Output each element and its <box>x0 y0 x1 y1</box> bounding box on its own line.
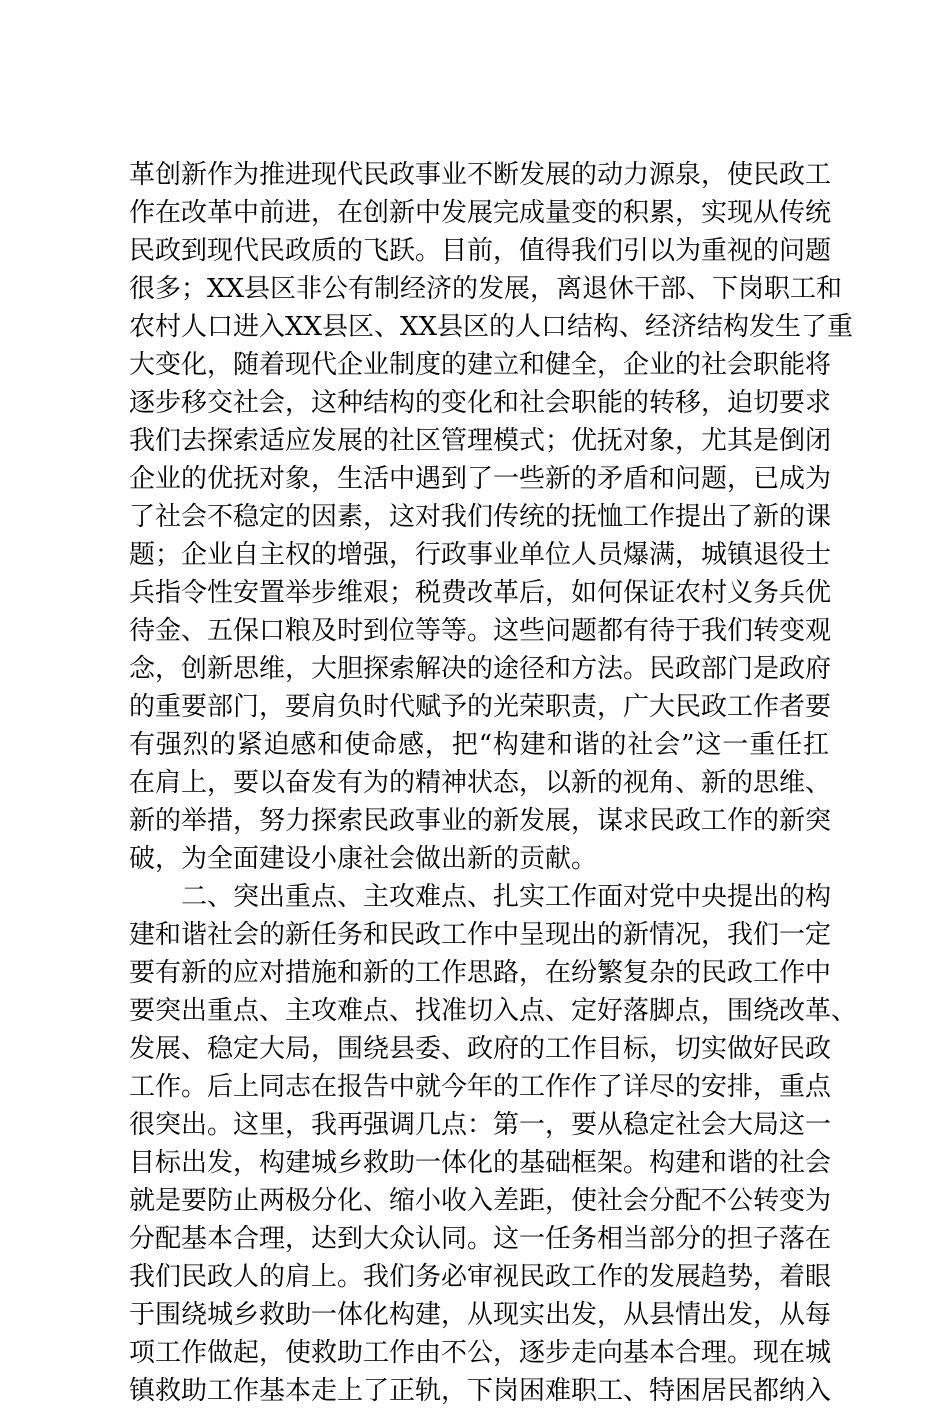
text-line: 镇救助工作基本走上了正轨，下岗困难职工、特困居民都纳入 <box>129 1376 832 1406</box>
text-line: 农村人口进入XX县区、XX县区的人口结构、经济结构发生了重 <box>129 312 854 342</box>
text-line: 于围绕城乡救助一体化构建，从现实出发，从县情出发，从每 <box>129 1300 832 1330</box>
paragraph-1 <box>129 156 854 878</box>
text-line: 企业的优抚对象，生活中遇到了一些新的矛盾和问题，已成为 <box>129 464 832 494</box>
text-line: 在肩上，要以奋发有为的精神状态，以新的视角、新的思维、 <box>129 768 832 798</box>
text-line: 民政到现代民政质的飞跃。目前，值得我们引以为重视的问题 <box>129 236 832 266</box>
document-body <box>129 156 858 1410</box>
paragraph-2 <box>129 878 858 1410</box>
text-line: 兵指令性安置举步维艰；税费改革后，如何保证农村义务兵优 <box>129 578 832 608</box>
text-line: 要有新的应对措施和新的工作思路，在纷繁复杂的民政工作中 <box>129 958 832 988</box>
text-line: 逐步移交社会，这种结构的变化和社会职能的转移，迫切要求 <box>129 388 832 418</box>
text-line: 革创新作为推进现代民政事业不断发展的动力源泉，使民政工 <box>129 160 832 190</box>
text-line: 我们去探索适应发展的社区管理模式；优抚对象，尤其是倒闭 <box>129 426 832 456</box>
text-line: 很突出。这里，我再强调几点：第一，要从稳定社会大局这一 <box>129 1110 832 1140</box>
text-line: 目标出发，构建城乡救助一体化的基础框架。构建和谐的社会 <box>129 1148 832 1178</box>
text-line: 工作。后上同志在报告中就今年的工作作了详尽的安排，重点 <box>129 1072 832 1102</box>
text-line: 念，创新思维，大胆探索解决的途径和方法。民政部门是政府 <box>129 654 832 684</box>
text-line: 破，为全面建设小康社会做出新的贡献。 <box>129 844 598 874</box>
text-line: 就是要防止两极分化、缩小收入差距，使社会分配不公转变为 <box>129 1186 832 1216</box>
text-line: 很多；XX县区非公有制经济的发展，离退休干部、下岗职工和 <box>129 274 843 304</box>
text-line: 题；企业自主权的增强，行政事业单位人员爆满，城镇退役士 <box>129 540 832 570</box>
text-line: 待金、五保口粮及时到位等等。这些问题都有待于我们转变观 <box>129 616 832 646</box>
text-line: 新的举措，努力探索民政事业的新发展，谋求民政工作的新突 <box>129 806 832 836</box>
text-line: 作在改革中前进，在创新中发展完成量变的积累，实现从传统 <box>129 198 832 228</box>
text-line: 有强烈的紧迫感和使命感，把“构建和谐的社会”这一重任扛 <box>129 730 829 760</box>
text-line: 建和谐社会的新任务和民政工作中呈现出的新情况，我们一定 <box>129 920 832 950</box>
text-line: 二、突出重点、主攻难点、扎实工作面对党中央提出的构 <box>181 882 832 912</box>
text-line: 要突出重点、主攻难点、找准切入点、定好落脚点，围绕改革、 <box>129 996 858 1026</box>
text-line: 项工作做起，使救助工作由不公，逐步走向基本合理。现在城 <box>129 1338 832 1368</box>
text-line: 大变化，随着现代企业制度的建立和健全，企业的社会职能将 <box>129 350 832 380</box>
text-line: 分配基本合理，达到大众认同。这一任务相当部分的担子落在 <box>129 1224 832 1254</box>
text-line: 了社会不稳定的因素，这对我们传统的抚恤工作提出了新的课 <box>129 502 832 532</box>
text-line: 我们民政人的肩上。我们务必审视民政工作的发展趋势，着眼 <box>129 1262 832 1292</box>
text-line: 的重要部门，要肩负时代赋予的光荣职责，广大民政工作者要 <box>129 692 832 722</box>
text-line: 发展、稳定大局，围绕县委、政府的工作目标，切实做好民政 <box>129 1034 832 1064</box>
